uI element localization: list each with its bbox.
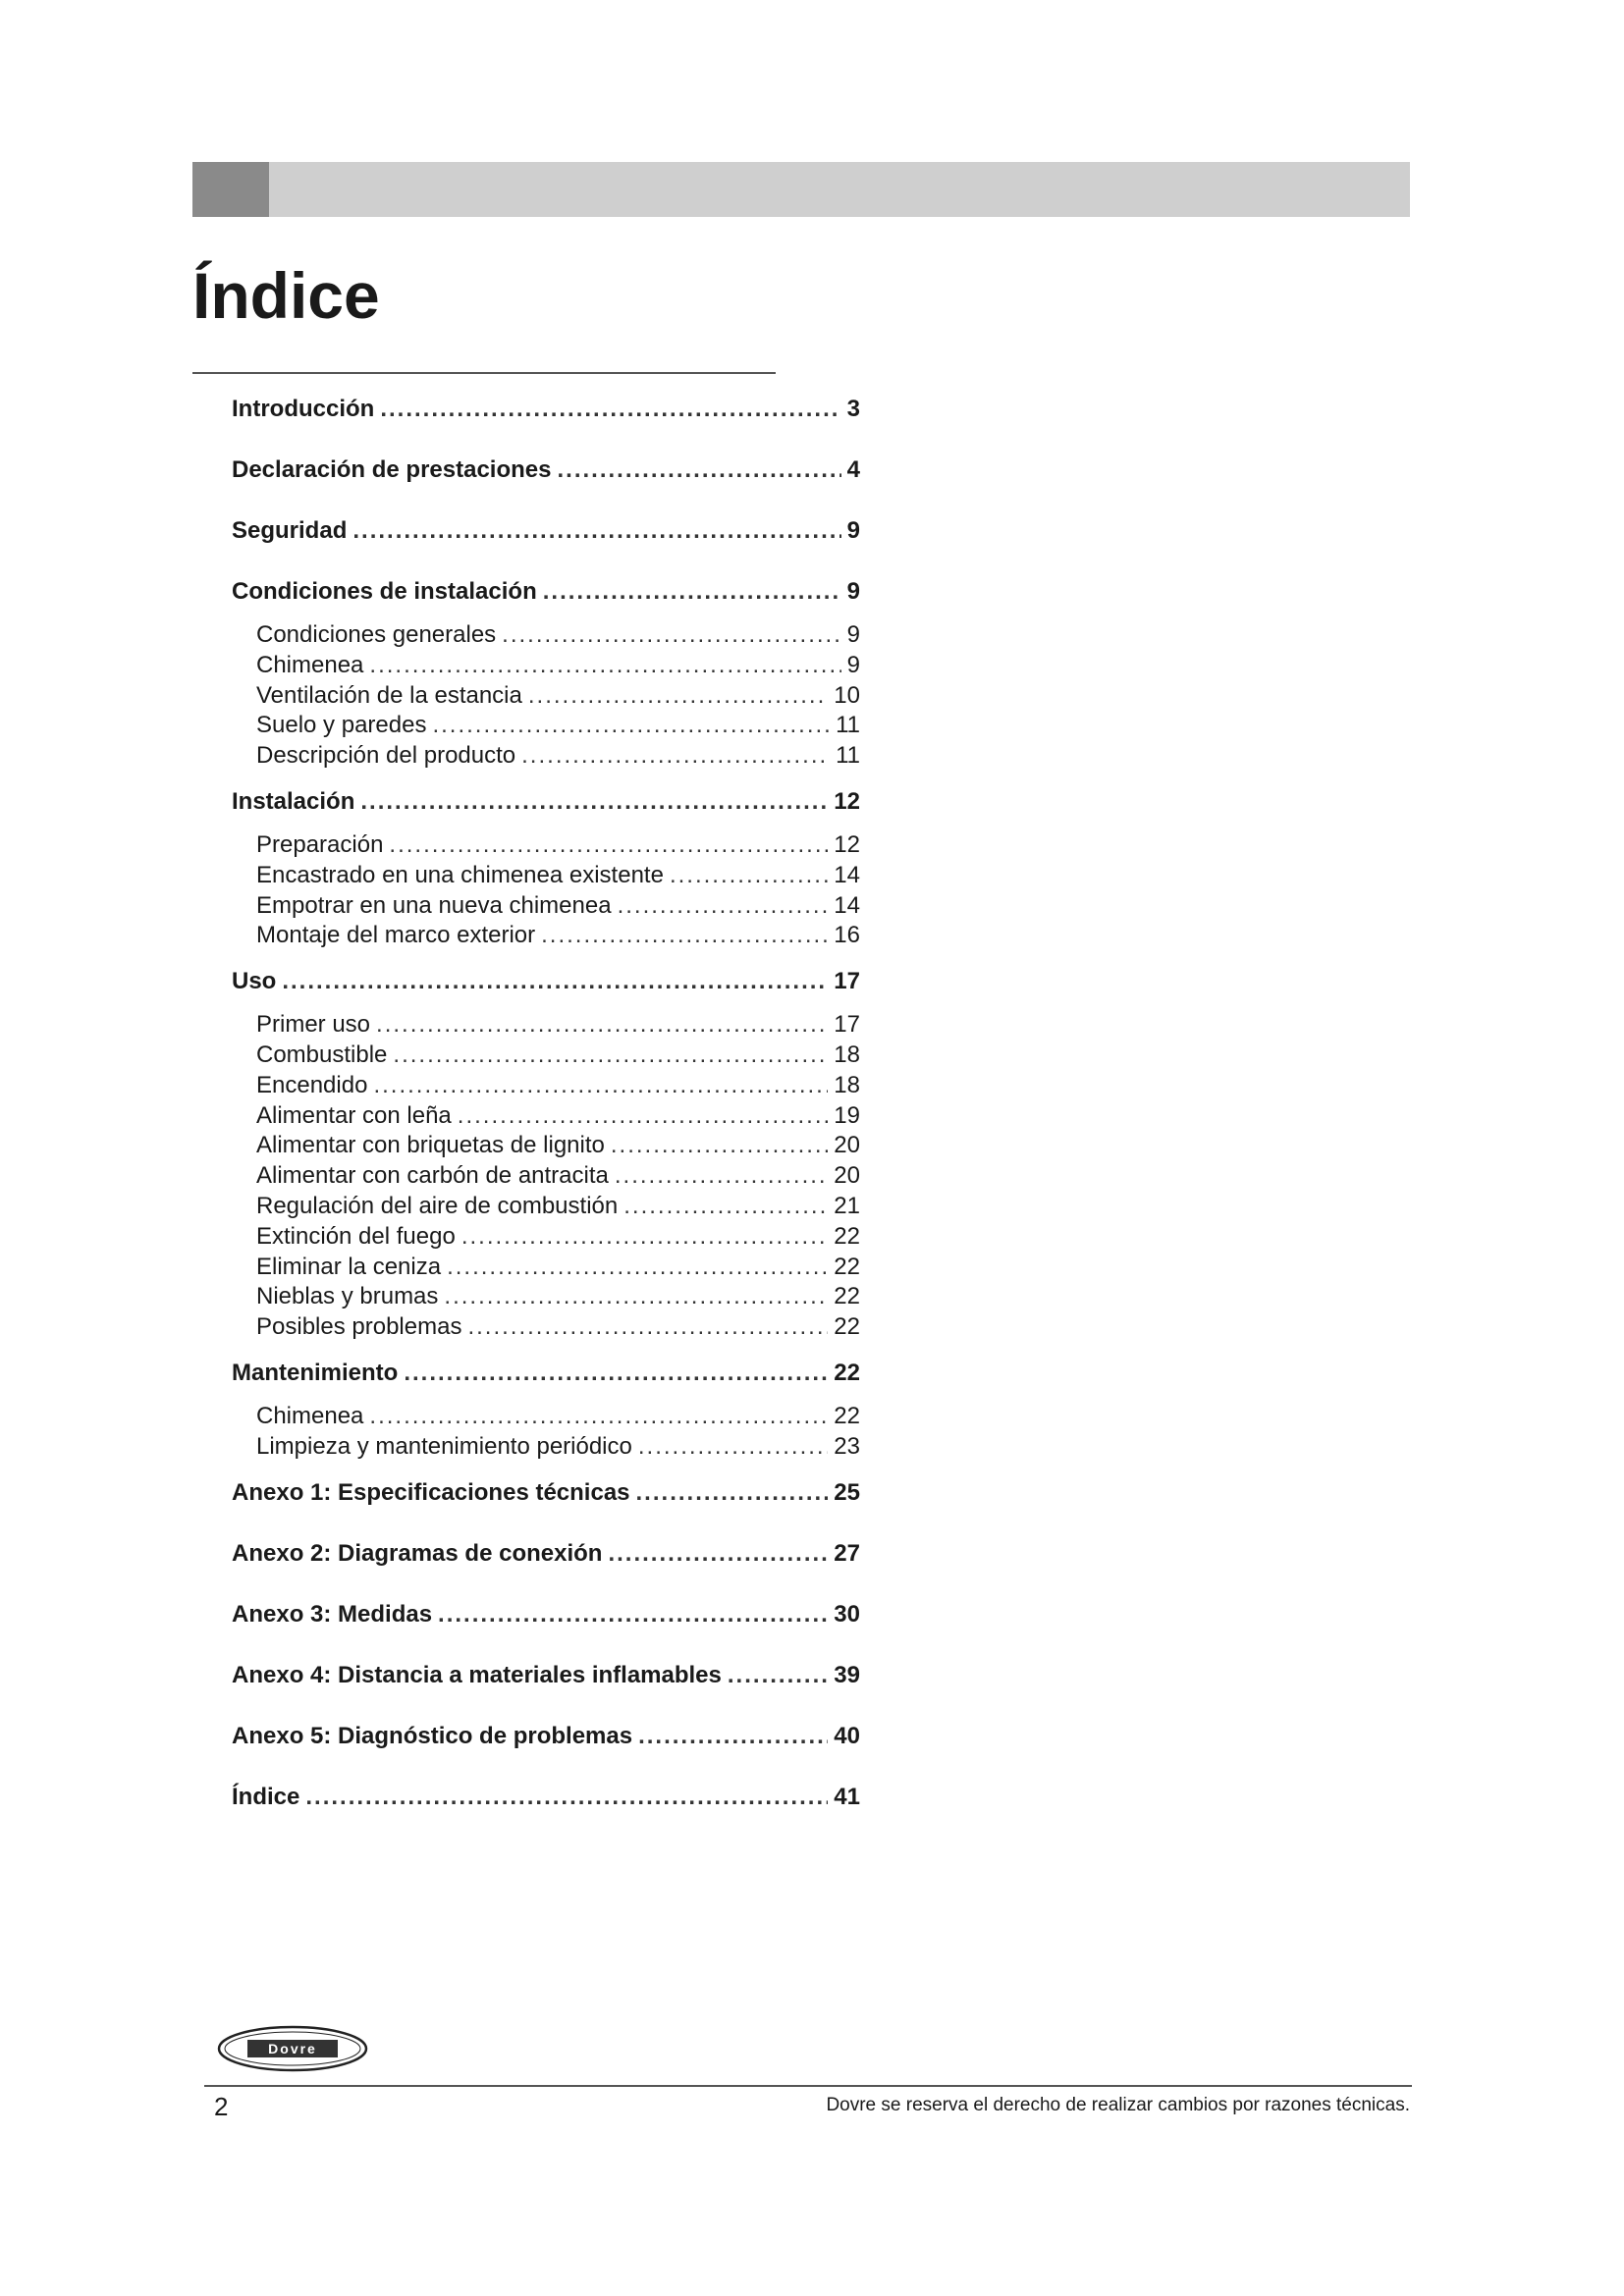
toc-subentry[interactable] — [232, 1101, 860, 1132]
toc-section — [232, 785, 860, 951]
toc-subentry-title: Primer uso — [256, 1011, 371, 1039]
toc-entry-page: 30 — [834, 1600, 860, 1628]
toc-entry-page: 41 — [834, 1783, 860, 1810]
toc-leader-dots — [458, 1101, 829, 1132]
toc-subentry[interactable] — [232, 1131, 860, 1161]
toc-entry-page: 9 — [846, 578, 860, 605]
toc-subentry[interactable] — [232, 1432, 860, 1463]
toc-section — [232, 575, 860, 772]
toc-subentry-page: 22 — [834, 1313, 860, 1341]
toc-leader-dots — [393, 1041, 828, 1071]
toc-leader-dots — [728, 1659, 828, 1692]
toc-leader-dots — [611, 1131, 828, 1161]
page-title: Índice — [192, 259, 380, 332]
toc-subentry-page: 22 — [834, 1253, 860, 1280]
toc-entry-page: 3 — [846, 396, 860, 422]
toc-subentry[interactable] — [232, 1192, 860, 1222]
toc-section — [232, 1357, 860, 1463]
toc-subentry[interactable] — [232, 1312, 860, 1343]
toc-leader-dots — [543, 575, 841, 609]
toc-leader-dots — [432, 711, 830, 741]
toc-section — [232, 1598, 860, 1645]
toc-leader-dots — [521, 741, 830, 772]
toc-subentry-title: Preparación — [256, 830, 384, 858]
toc-subentry-page: 14 — [834, 861, 860, 888]
toc-leader-dots — [638, 1720, 828, 1753]
footer-divider — [204, 2085, 1412, 2087]
toc-subentry-title: Encastrado en una chimenea existente — [256, 861, 664, 888]
toc-subentries — [232, 620, 860, 772]
toc-leader-dots — [352, 514, 840, 548]
toc-subentry-page: 22 — [834, 1402, 860, 1429]
toc-section — [232, 454, 860, 501]
toc-subentry[interactable] — [232, 711, 860, 741]
toc-leader-dots — [623, 1192, 828, 1222]
toc-subentry-title: Limpieza y mantenimiento periódico — [256, 1432, 632, 1460]
toc-subentry-page: 20 — [834, 1132, 860, 1159]
toc-leader-dots — [444, 1282, 828, 1312]
toc-subentry[interactable] — [232, 651, 860, 681]
dovre-logo — [216, 2024, 369, 2073]
toc-leader-dots — [528, 681, 828, 712]
toc-entry[interactable] — [232, 454, 860, 501]
toc-section — [232, 1476, 860, 1523]
toc-entry-title: Uso — [232, 968, 277, 995]
header-accent-block — [192, 162, 269, 217]
toc-subentry[interactable] — [232, 681, 860, 712]
toc-subentry[interactable] — [232, 1253, 860, 1283]
toc-subentry-title: Eliminar la ceniza — [256, 1253, 442, 1280]
toc-leader-dots — [369, 1402, 828, 1432]
toc-leader-dots — [376, 1010, 828, 1041]
toc-subentry-page: 10 — [834, 681, 860, 709]
toc-entry[interactable] — [232, 575, 860, 622]
toc-subentry-title: Chimenea — [256, 651, 364, 678]
toc-section — [232, 393, 860, 440]
toc-subentry-title: Montaje del marco exterior — [256, 922, 536, 949]
toc-entry-page: 22 — [834, 1359, 860, 1386]
toc-entry-title: Índice — [232, 1783, 300, 1810]
toc-entry-title: Seguridad — [232, 517, 348, 544]
toc-subentry-page: 22 — [834, 1283, 860, 1310]
toc-leader-dots — [373, 1071, 828, 1101]
toc-subentry-page: 18 — [834, 1041, 860, 1068]
toc-entry-title: Anexo 5: Diagnóstico de problemas — [232, 1722, 633, 1749]
logo-wordmark: Dovre — [268, 2041, 317, 2056]
toc-entry[interactable] — [232, 1659, 860, 1706]
toc-leader-dots — [461, 1222, 828, 1253]
toc-leader-dots — [282, 965, 828, 998]
toc-entry[interactable] — [232, 1598, 860, 1645]
toc-leader-dots — [404, 1357, 828, 1390]
toc-subentry-page: 22 — [834, 1222, 860, 1250]
toc-subentry-title: Descripción del producto — [256, 742, 516, 770]
toc-subentry-page: 17 — [834, 1011, 860, 1039]
toc-leader-dots — [305, 1781, 828, 1814]
toc-section — [232, 1659, 860, 1706]
toc-subentry-title: Suelo y paredes — [256, 712, 427, 739]
toc-subentry-title: Ventilación de la estancia — [256, 681, 522, 709]
toc-entry-page: 4 — [846, 456, 860, 483]
toc-entry-page: 17 — [834, 968, 860, 995]
toc-leader-dots — [615, 1161, 828, 1192]
toc-subentry[interactable] — [232, 1041, 860, 1071]
toc-leader-dots — [618, 891, 829, 922]
toc-subentry-page: 9 — [846, 651, 860, 678]
toc-leader-dots — [438, 1598, 828, 1631]
toc-entry[interactable] — [232, 785, 860, 832]
toc-subentry-title: Alimentar con leña — [256, 1101, 452, 1129]
toc-subentry-page: 19 — [834, 1101, 860, 1129]
toc-entry-page: 39 — [834, 1661, 860, 1688]
toc-subentry-page: 23 — [834, 1432, 860, 1460]
toc-entry[interactable] — [232, 1720, 860, 1767]
toc-subentry[interactable] — [232, 1222, 860, 1253]
footer-note: Dovre se reserva el derecho de realizar cambios por razones técnicas. — [826, 2095, 1410, 2115]
toc-subentries — [232, 830, 860, 951]
toc-leader-dots — [360, 785, 828, 819]
toc-subentry-title: Alimentar con carbón de antracita — [256, 1162, 609, 1190]
toc-subentry-title: Chimenea — [256, 1402, 364, 1429]
page-number: 2 — [214, 2092, 229, 2121]
toc-subentry-title: Encendido — [256, 1071, 368, 1098]
toc-section — [232, 514, 860, 561]
toc-section — [232, 965, 860, 1343]
toc-entry[interactable] — [232, 393, 860, 440]
toc-subentry-page: 11 — [836, 742, 860, 770]
toc-subentry-title: Regulación del aire de combustión — [256, 1192, 619, 1219]
toc-entry-title: Instalación — [232, 787, 355, 815]
toc-subentry-title: Empotrar en una nueva chimenea — [256, 891, 612, 919]
toc-subentry[interactable] — [232, 620, 860, 651]
toc-entry[interactable] — [232, 965, 860, 1012]
toc-subentries — [232, 1402, 860, 1463]
toc-leader-dots — [670, 861, 828, 891]
toc-subentry-page: 9 — [846, 621, 860, 648]
toc-leader-dots — [502, 620, 840, 651]
toc-entry-title: Anexo 2: Diagramas de conexión — [232, 1539, 603, 1567]
toc-leader-dots — [389, 830, 828, 861]
toc-subentry-page: 16 — [834, 922, 860, 949]
toc-subentry-page: 11 — [836, 712, 860, 739]
toc-leader-dots — [638, 1432, 828, 1463]
toc-entry[interactable] — [232, 1537, 860, 1584]
toc-subentry[interactable] — [232, 1402, 860, 1432]
toc-leader-dots — [369, 651, 840, 681]
toc-subentry-page: 12 — [834, 830, 860, 858]
toc-leader-dots — [636, 1476, 829, 1510]
toc-entry[interactable] — [232, 514, 860, 561]
toc-entry-page: 27 — [834, 1539, 860, 1567]
toc-entry-title: Anexo 1: Especificaciones técnicas — [232, 1478, 630, 1506]
toc-entry-title: Anexo 4: Distancia a materiales inflamables — [232, 1661, 722, 1688]
toc-subentry[interactable] — [232, 1282, 860, 1312]
toc-section — [232, 1720, 860, 1767]
toc-entry-title: Mantenimiento — [232, 1359, 399, 1386]
toc-entry[interactable] — [232, 1357, 860, 1404]
toc-subentry-page: 14 — [834, 891, 860, 919]
toc-entry[interactable] — [232, 1781, 860, 1828]
toc-leader-dots — [541, 921, 828, 951]
toc-entry-title: Condiciones de instalación — [232, 578, 537, 605]
toc-entry[interactable] — [232, 1476, 860, 1523]
toc-subentries — [232, 1010, 860, 1343]
toc-entry-title: Declaración de prestaciones — [232, 456, 552, 483]
title-divider — [192, 372, 776, 374]
toc-entry-title: Anexo 3: Medidas — [232, 1600, 433, 1628]
toc-subentry[interactable] — [232, 921, 860, 951]
toc-subentry[interactable] — [232, 891, 860, 922]
toc-subentry[interactable] — [232, 830, 860, 861]
toc-subentry-page: 20 — [834, 1162, 860, 1190]
toc-entry-page: 40 — [834, 1722, 860, 1749]
toc-subentry-page: 18 — [834, 1071, 860, 1098]
toc-subentry-title: Alimentar con briquetas de lignito — [256, 1132, 605, 1159]
toc-subentry[interactable] — [232, 1071, 860, 1101]
table-of-contents — [232, 391, 860, 1842]
toc-subentry-title: Extinción del fuego — [256, 1222, 456, 1250]
toc-leader-dots — [557, 454, 840, 487]
toc-leader-dots — [380, 393, 840, 426]
toc-subentry-title: Nieblas y brumas — [256, 1283, 439, 1310]
header-bar — [192, 162, 1410, 217]
toc-subentry[interactable] — [232, 1161, 860, 1192]
toc-subentry-page: 21 — [834, 1192, 860, 1219]
toc-subentry[interactable] — [232, 741, 860, 772]
toc-subentry-title: Condiciones generales — [256, 621, 497, 648]
toc-section — [232, 1537, 860, 1584]
toc-leader-dots — [467, 1312, 828, 1343]
toc-subentry-title: Combustible — [256, 1041, 388, 1068]
toc-leader-dots — [608, 1537, 828, 1571]
toc-subentry-title: Posibles problemas — [256, 1313, 462, 1341]
toc-section — [232, 1781, 860, 1828]
toc-entry-page: 9 — [846, 517, 860, 544]
toc-subentry[interactable] — [232, 1010, 860, 1041]
toc-entry-title: Introducción — [232, 396, 375, 422]
toc-leader-dots — [447, 1253, 828, 1283]
toc-entry-page: 12 — [834, 787, 860, 815]
toc-entry-page: 25 — [834, 1478, 860, 1506]
toc-subentry[interactable] — [232, 861, 860, 891]
